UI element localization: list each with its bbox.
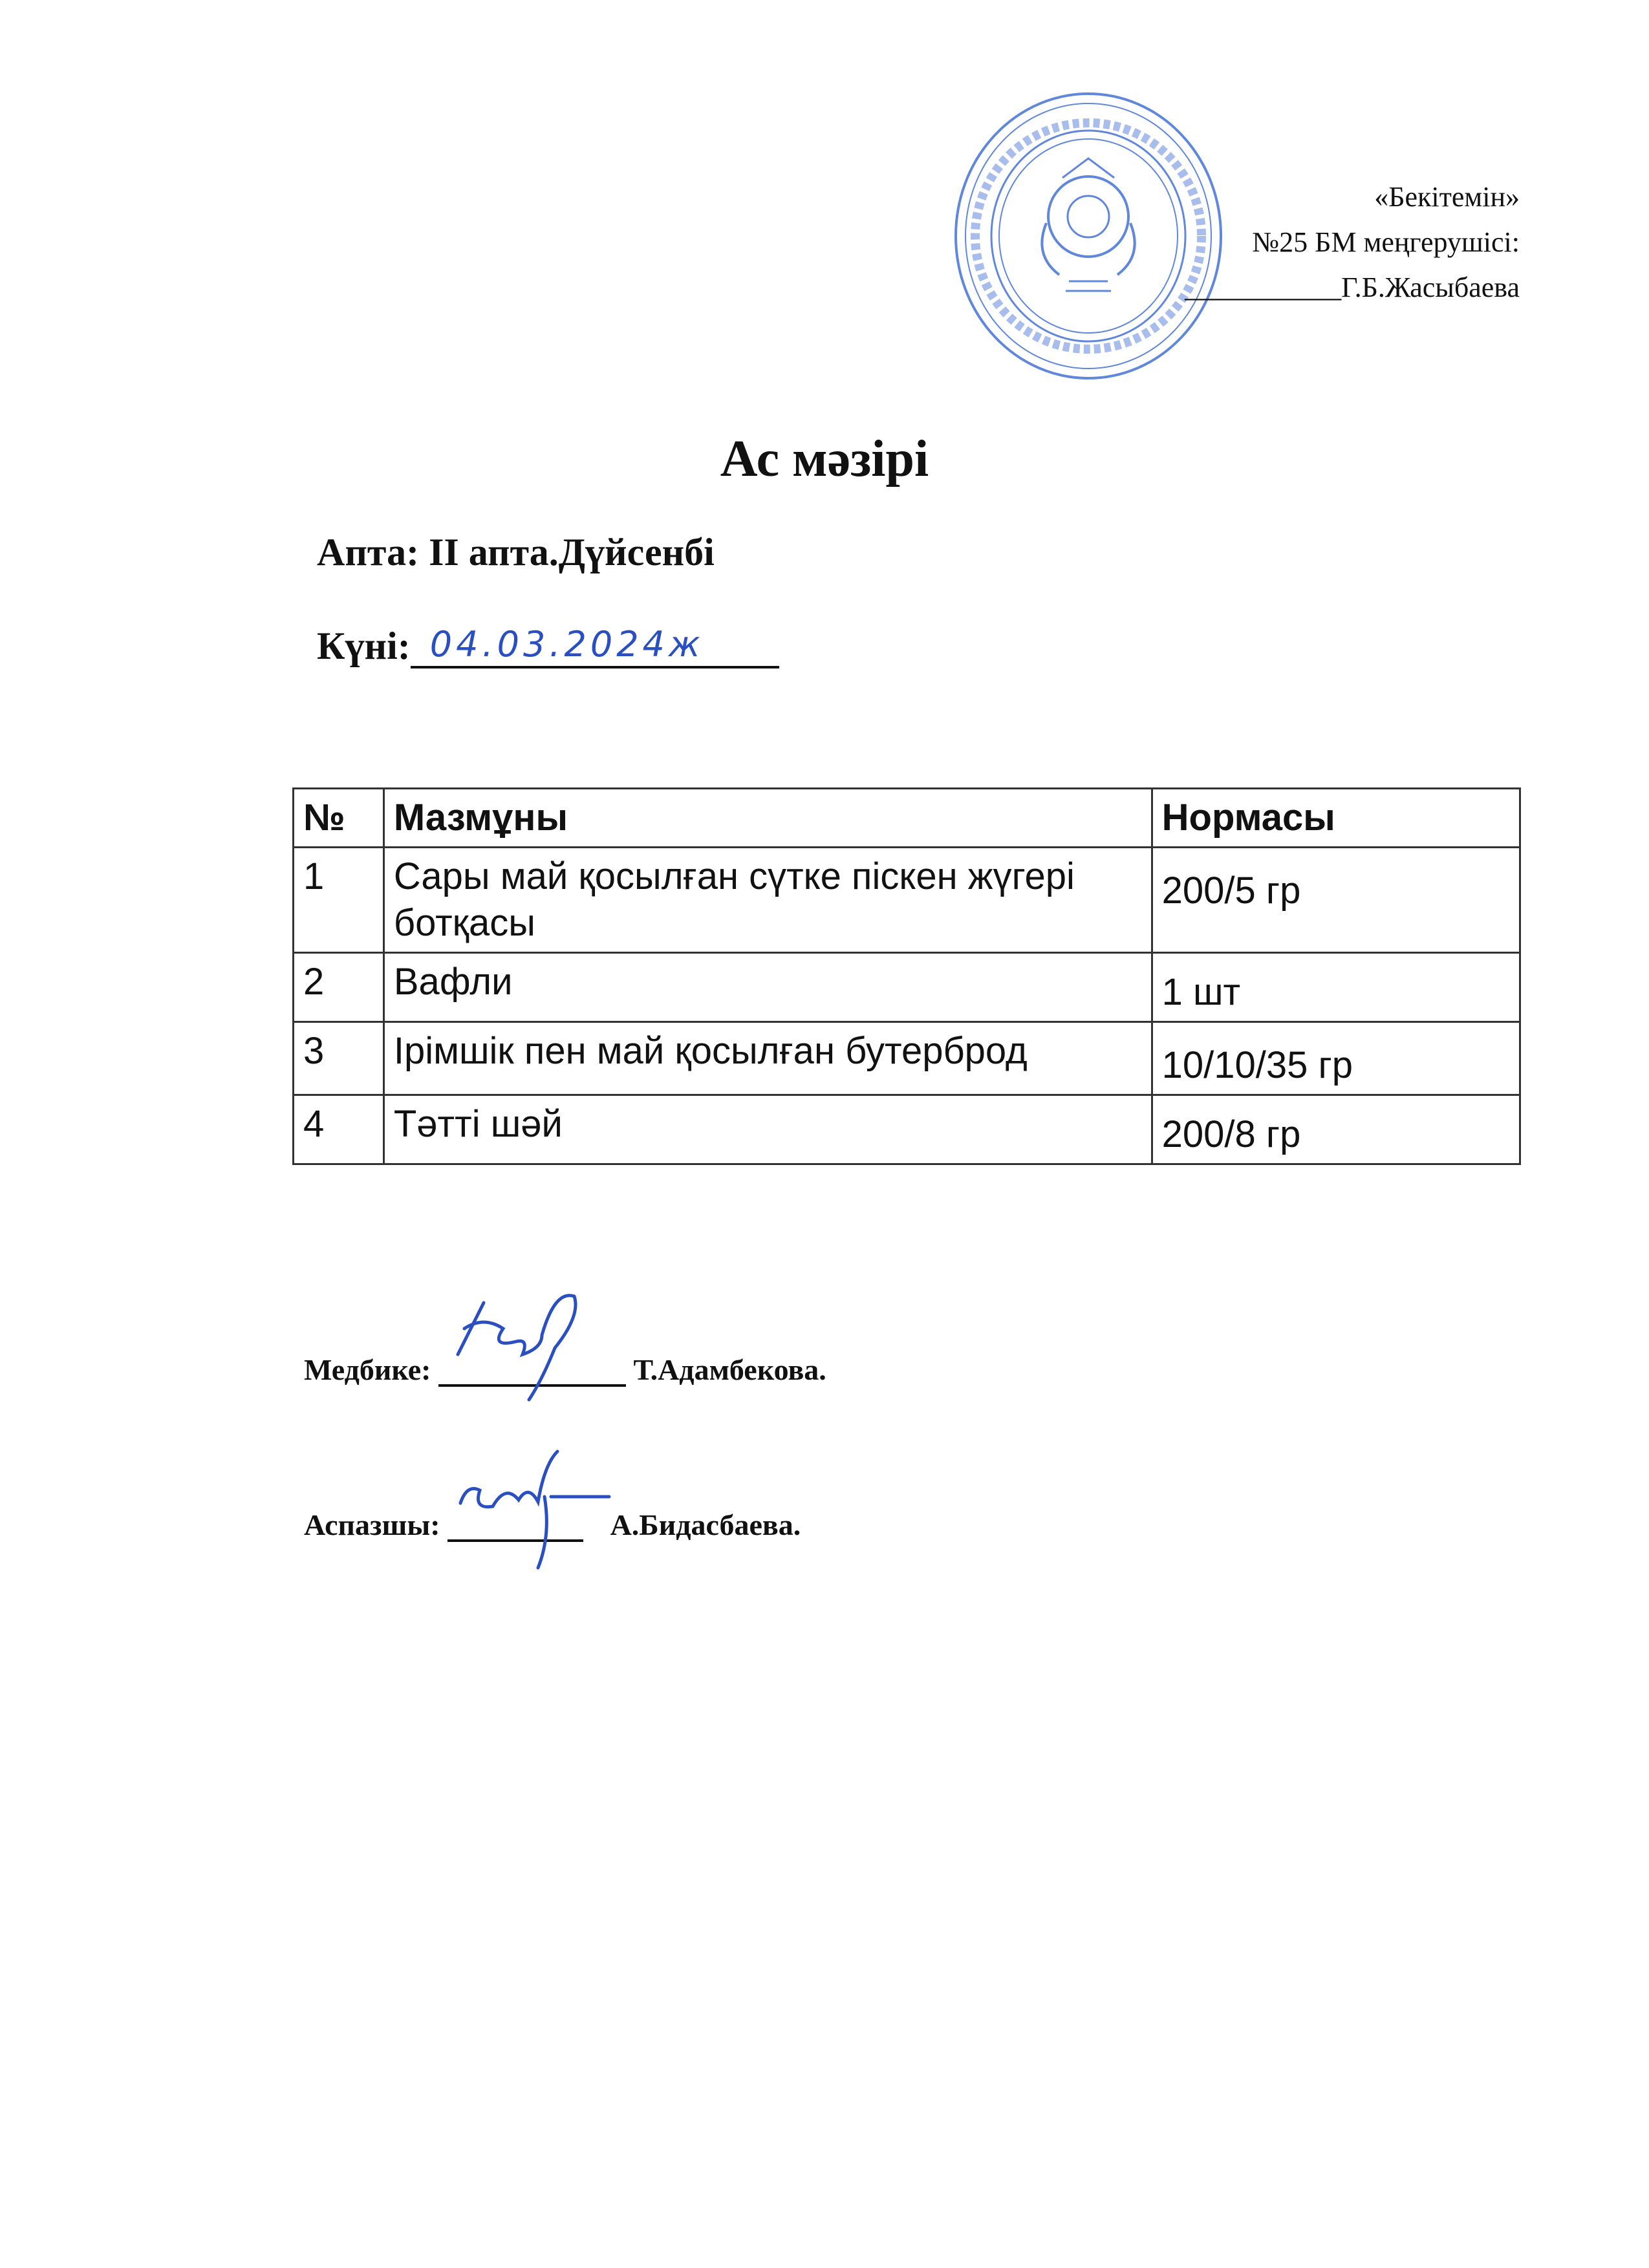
nurse-signature-line: [304, 1348, 826, 1387]
approval-position: №25 БМ меңгерушісі:: [1252, 226, 1520, 258]
date-label: Күні:: [317, 625, 411, 667]
row-number: 1: [294, 848, 384, 953]
table-row: [294, 953, 1520, 1022]
row-item: Вафли: [383, 953, 1152, 1022]
row-norm: 200/8 гр: [1152, 1095, 1520, 1164]
row-item: Ірімшік пен май қосылған бутерброд: [383, 1022, 1152, 1095]
cook-signature-line: [304, 1503, 801, 1542]
row-number: 2: [294, 953, 384, 1022]
row-number: 3: [294, 1022, 384, 1095]
table-row: [294, 848, 1520, 953]
nurse-name: Т.Адамбекова.: [633, 1353, 826, 1386]
cook-name: А.Бидасбаева.: [610, 1508, 801, 1541]
date-handwritten: 04.03.2024ж: [429, 624, 704, 665]
row-item: Тәтті шәй: [383, 1095, 1152, 1164]
menu-table: [292, 787, 1521, 1165]
approval-title: «Бекітемін»: [1374, 181, 1520, 213]
date-line: [317, 621, 779, 669]
nurse-signature-icon: [445, 1277, 600, 1406]
page-title: Ас мәзірі: [720, 431, 929, 487]
cook-label: Аспазшы:: [304, 1508, 440, 1541]
header-norm: Нормасы: [1152, 789, 1520, 848]
row-item: Сары май қосылған сүтке піскен жүгері ботқасы: [383, 848, 1152, 953]
table-header-row: [294, 789, 1520, 848]
week-line: Апта: ІІ апта.Дүйсенбі: [317, 531, 715, 573]
header-content: Мазмұны: [383, 789, 1152, 848]
approval-signatory-name: Г.Б.Жасыбаева: [1341, 272, 1520, 303]
approval-block: [1132, 175, 1520, 310]
nurse-label: Медбике:: [304, 1353, 431, 1386]
table-row: [294, 1022, 1520, 1095]
row-number: 4: [294, 1095, 384, 1164]
approval-sign-blank: ___________: [1185, 272, 1342, 303]
row-norm: 10/10/35 гр: [1152, 1022, 1520, 1095]
nurse-signature-field: [438, 1348, 626, 1387]
header-number: №: [294, 789, 384, 848]
date-field: [411, 621, 779, 669]
cook-signature-icon: [447, 1426, 616, 1574]
row-norm: 1 шт: [1152, 953, 1520, 1022]
approval-signatory: [1132, 265, 1520, 310]
row-norm: 200/5 гр: [1152, 848, 1520, 953]
table-row: [294, 1095, 1520, 1164]
cook-signature-field: [447, 1503, 583, 1542]
